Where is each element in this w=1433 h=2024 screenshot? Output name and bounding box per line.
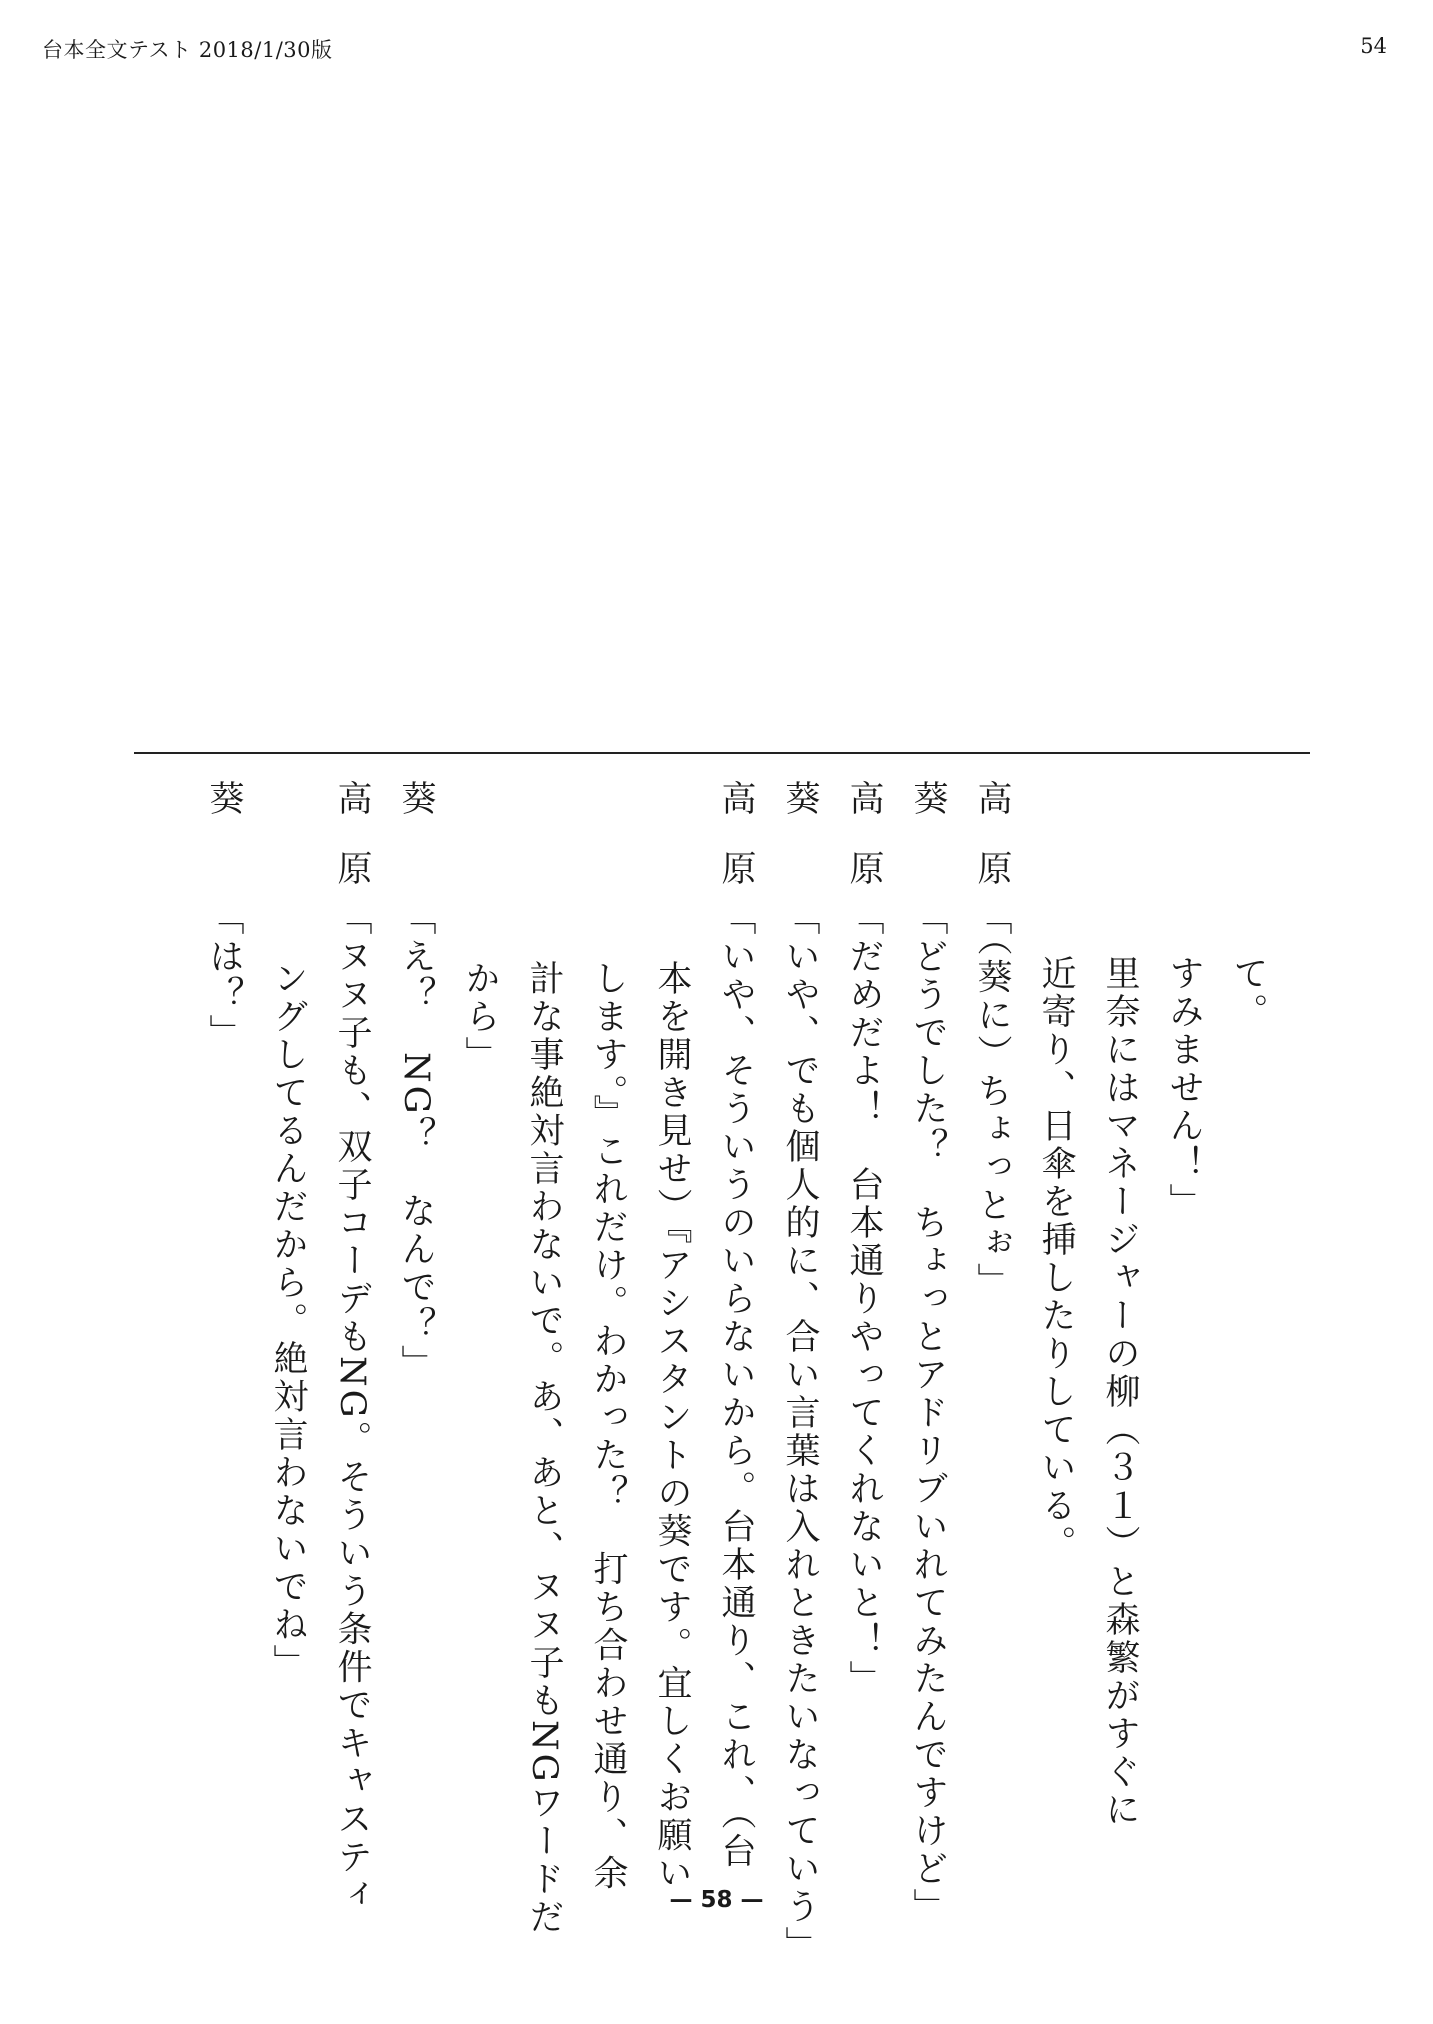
page-counter: 54: [1360, 34, 1387, 58]
script-line: [512, 780, 576, 1937]
line-text: から」: [460, 960, 500, 1074]
script-line: [256, 780, 320, 1850]
script-line: [960, 780, 1024, 1850]
script-line: [1152, 780, 1216, 1850]
speaker-name: 高 原: [716, 780, 756, 885]
script-line: [384, 780, 448, 1850]
speaker-name: 葵: [204, 780, 244, 815]
speaker-name: 葵: [780, 780, 820, 815]
script-line: [896, 780, 960, 1926]
line-text: 「いや、そういうのいらないから。台本通り、これ、（台: [716, 900, 756, 1871]
speaker-name: 葵: [908, 780, 948, 815]
line-text: 里奈にはマネージャーの柳（３１）と森繁がすぐに: [1100, 955, 1140, 1829]
line-text: 計な事絶対言わないで。あ、あと、ヌヌ子もNGワードだ: [524, 960, 564, 1937]
script-line: [1088, 780, 1152, 1850]
line-text: します。』これだけ。わかった？ 打ち合わせ通り、余: [588, 960, 628, 1893]
script-line: [576, 780, 640, 1893]
line-text: て。: [1228, 955, 1268, 1031]
line-text: ングしてるんだから。絶対言わないでね」: [268, 960, 308, 1682]
speaker-name: 葵: [396, 780, 436, 815]
speaker-name: 高 原: [844, 780, 884, 885]
line-text: 「いや、でも個人的に、合い言葉は入れときたいなっていう」: [780, 900, 820, 1964]
script-line: [832, 780, 896, 1850]
line-text: すみません！」: [1164, 955, 1204, 1221]
script-line: [192, 780, 256, 1850]
script-line: [768, 780, 832, 1964]
line-text: 「え？ NG？ なんで？」: [396, 900, 436, 1383]
document-title: 台本全文テスト 2018/1/30版: [42, 38, 333, 62]
script-line: [640, 780, 704, 1893]
script-line: [1216, 780, 1280, 1850]
line-text: 「（葵に）ちょっとぉ」: [972, 900, 1012, 1301]
line-text: 近寄り、日傘を挿したりしている。: [1036, 955, 1076, 1563]
line-text: 「ヌヌ子も、双子コーデもNG。そういう条件でキャスティ: [332, 900, 372, 1915]
speaker-name: 高 原: [972, 780, 1012, 885]
line-text: 「どうでした？ ちょっとアドリブいれてみたんですけど」: [908, 900, 948, 1926]
line-text: 「だめだよ！ 台本通りやってくれないと！」: [844, 900, 884, 1698]
line-text: 本を開き見せ）『アシスタントの葵です。宜しくお願い: [652, 960, 692, 1893]
page-divider: [134, 752, 1310, 754]
script-line: [1024, 780, 1088, 1850]
script-line: [448, 780, 512, 1850]
script-line: [704, 780, 768, 1871]
line-text: 「は？」: [204, 900, 244, 1052]
speaker-name: 高 原: [332, 780, 372, 885]
page-number: — 58 —: [669, 1887, 764, 1913]
script-line: [320, 780, 384, 1915]
